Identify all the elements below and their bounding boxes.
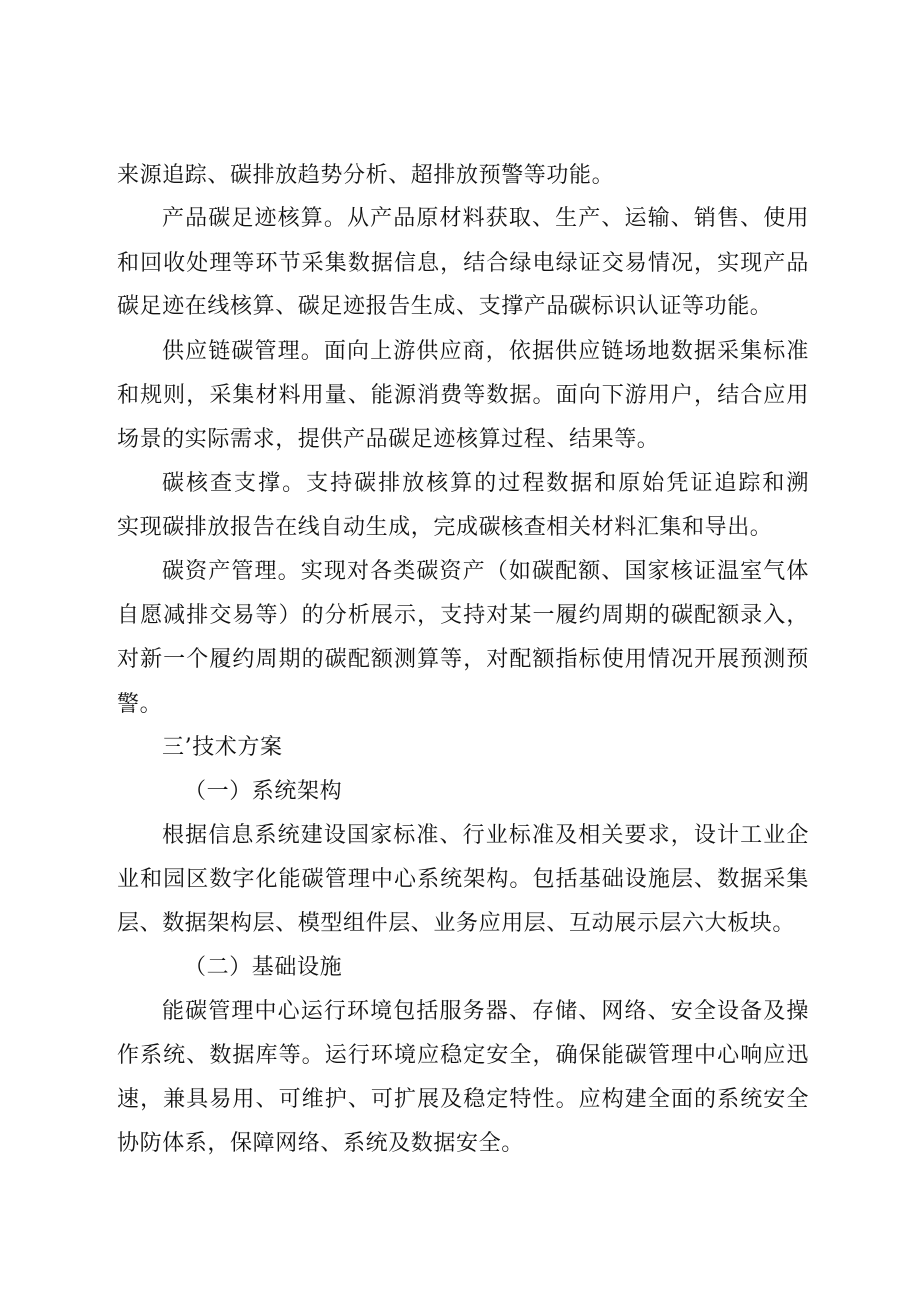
paragraph-line: 和回收处理等环节采集数据信息，结合绿电绿证交易情况，实现产品 — [117, 251, 809, 276]
paragraph-line: 碳足迹在线核算、碳足迹报告生成、支撑产品碳标识认证等功能。 — [117, 294, 773, 319]
paragraph-line: 碳资产管理。实现对各类碳资产（如碳配额、国家核证温室气体 — [162, 559, 809, 584]
subsection-heading: （二）基础设施 — [184, 955, 343, 980]
paragraph-line: 警。 — [117, 692, 163, 717]
paragraph-line: 来源追踪、碳排放趋势分析、超排放预警等功能。 — [117, 163, 615, 188]
paragraph-line: 能碳管理中心运行环境包括服务器、存储、网络、安全设备及操 — [162, 999, 809, 1024]
paragraph-line: 实现碳排放报告在线自动生成，完成碳核查相关材料汇集和导出。 — [117, 515, 773, 540]
paragraph-line: 对新一个履约周期的碳配额测算等，对配额指标使用情况开展预测预 — [117, 647, 809, 672]
paragraph-line: 业和园区数字化能碳管理中心系统架构。包括基础设施层、数据采集 — [117, 867, 809, 892]
paragraph-line: 和规则，采集材料用量、能源消费等数据。面向下游用户，结合应用 — [117, 383, 809, 408]
subsection-heading: （一）系统架构 — [184, 779, 343, 804]
paragraph-line: 场景的实际需求，提供产品碳足迹核算过程、结果等。 — [117, 427, 660, 452]
paragraph-line: 根据信息系统建设国家标准、行业标准及相关要求，设计工业企 — [162, 823, 809, 848]
paragraph-line: 供应链碳管理。面向上游供应商，依据供应链场地数据采集标准 — [162, 339, 809, 364]
paragraph-line: 作系统、数据库等。运行环境应稳定安全，确保能碳管理中心响应迅 — [117, 1043, 809, 1068]
paragraph-line: 自愿减排交易等）的分析展示，支持对某一履约周期的碳配额录入， — [117, 603, 809, 628]
paragraph-line: 产品碳足迹核算。从产品原材料获取、生产、运输、销售、使用 — [162, 206, 809, 231]
paragraph-line: 协防体系，保障网络、系统及数据安全。 — [117, 1131, 524, 1156]
paragraph-line: 速，兼具易用、可维护、可扩展及稳定特性。应构建全面的系统安全 — [117, 1087, 809, 1112]
paragraph-line: 层、数据架构层、模型组件层、业务应用层、互动展示层六大板块。 — [117, 911, 796, 936]
section-heading: 三’技术方案 — [162, 735, 283, 760]
paragraph-line: 碳核查支撑。支持碳排放核算的过程数据和原始凭证追踪和溯 — [162, 471, 809, 496]
